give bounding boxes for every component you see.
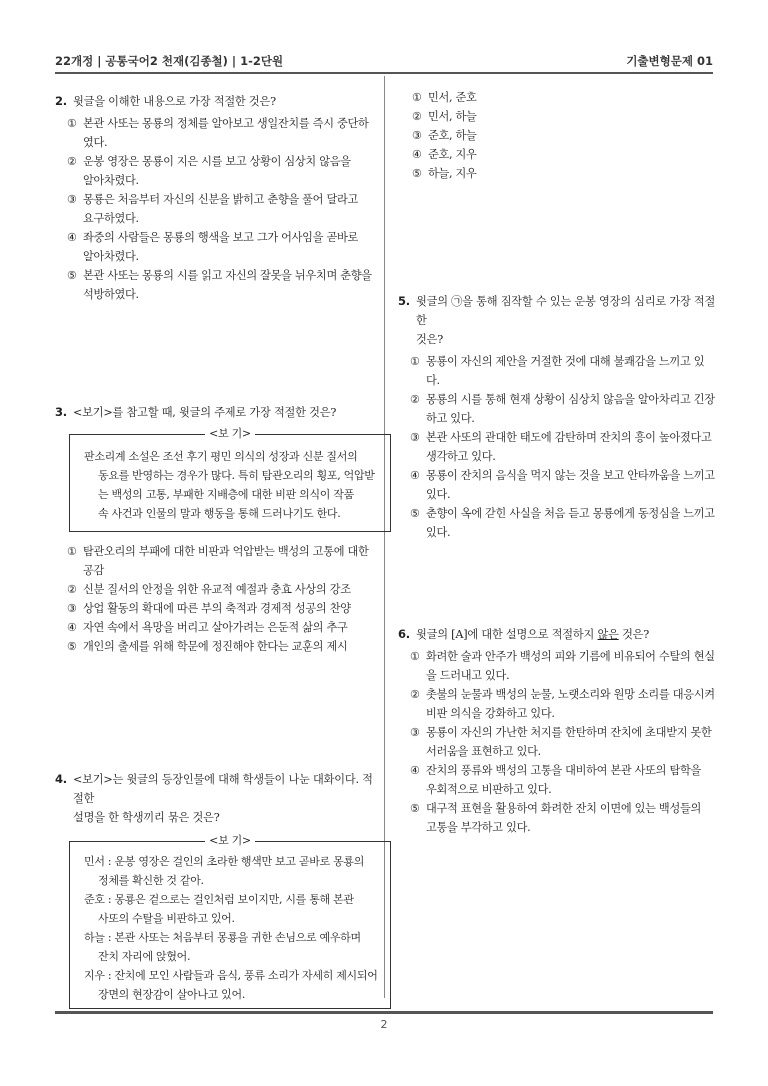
option-1[interactable]: ① 화려한 술과 안주가 백성의 피와 기름에 비유되어 수탈의 현실 을 드러내고 있다. bbox=[410, 647, 716, 685]
option-5[interactable]: ⑤ 하늘, 지우 bbox=[412, 164, 710, 183]
question-stem bbox=[398, 292, 716, 349]
question-stem bbox=[55, 403, 375, 422]
dialogue-line: 지우 : 잔치에 모인 사람들과 음식, 풍류 소리가 자세히 제시되어 장면의 현장감이 살아나고 있어. bbox=[84, 969, 378, 1001]
option-4[interactable]: ④ 잔치의 풍류와 백성의 고통을 대비하여 본관 사또의 탐학을 우회적으로 비판하고 있다. bbox=[410, 761, 716, 799]
option-marker: ② bbox=[410, 393, 420, 406]
question-text: 윗글의 [A]에 대한 설명으로 적절하지 bbox=[416, 628, 598, 641]
bogi-box bbox=[69, 427, 391, 532]
question-number: 2. bbox=[55, 94, 67, 108]
option-1[interactable]: ① 몽룡이 자신의 제안을 거절한 것에 대해 불쾌감을 느끼고 있다. bbox=[410, 352, 716, 390]
option-marker: ① bbox=[412, 91, 422, 104]
speaker-name: 지우 bbox=[84, 969, 105, 982]
option-4[interactable]: ④ 준호, 지우 bbox=[412, 145, 710, 164]
option-marker: ③ bbox=[67, 602, 77, 615]
speaker-name: 하늘 bbox=[84, 931, 105, 944]
question-2 bbox=[55, 92, 375, 304]
option-marker: ① bbox=[67, 117, 77, 130]
question-number: 4. bbox=[55, 772, 67, 786]
dialogue-line: 민서 : 운봉 영장은 걸인의 초라한 행색만 보고 곧바로 몽룡의 정체를 확신한 것 같아. bbox=[84, 855, 365, 887]
bogi-box bbox=[69, 834, 391, 1009]
option-5[interactable]: ⑤ 본관 사또는 몽룡의 시를 읽고 자신의 잘못을 뉘우치며 춘향을 석방하였다. bbox=[67, 266, 375, 304]
bogi-title: <보 기> bbox=[70, 426, 390, 442]
page-header bbox=[55, 50, 713, 72]
option-1[interactable]: ① 탐관오리의 부패에 대한 비판과 억압받는 백성의 고통에 대한 공감 bbox=[67, 542, 375, 580]
option-marker: ④ bbox=[67, 231, 77, 244]
option-4[interactable]: ④ 자연 속에서 욕망을 버리고 살아가려는 은둔적 삶의 추구 bbox=[67, 618, 375, 637]
option-1[interactable]: ① 민서, 준호 bbox=[412, 88, 710, 107]
option-2[interactable]: ② 운봉 영장은 몽룡이 지은 시를 보고 상황이 심상치 않음을 알아차렸다. bbox=[67, 152, 375, 190]
option-marker: ③ bbox=[412, 129, 422, 142]
question-6 bbox=[398, 625, 716, 837]
option-list bbox=[400, 88, 710, 183]
option-marker: ③ bbox=[67, 193, 77, 206]
option-2[interactable]: ② 촛불의 눈물과 백성의 눈물, 노랫소리와 원망 소리를 대응시켜 비판 의식을 강화하고 있다. bbox=[410, 685, 716, 723]
question-5 bbox=[398, 292, 716, 542]
question-3 bbox=[55, 403, 375, 656]
question-stem bbox=[55, 92, 375, 111]
question-text-end: 것은? bbox=[618, 628, 650, 641]
option-marker: ② bbox=[412, 110, 422, 123]
option-2[interactable]: ② 신분 질서의 안정을 위한 유교적 예절과 충효 사상의 강조 bbox=[67, 580, 375, 599]
option-marker: ② bbox=[410, 688, 420, 701]
option-marker: ④ bbox=[67, 621, 77, 634]
question-stem bbox=[55, 770, 375, 827]
option-marker: ② bbox=[67, 155, 77, 168]
option-marker: ⑤ bbox=[67, 269, 77, 282]
option-marker: ③ bbox=[410, 726, 420, 739]
option-3[interactable]: ③ 본관 사또의 관대한 태도에 감탄하며 잔치의 흥이 높아졌다고 생각하고 있다. bbox=[410, 428, 716, 466]
option-marker: ① bbox=[410, 650, 420, 663]
option-3[interactable]: ③ 상업 활동의 확대에 따른 부의 축적과 경제적 성공의 찬양 bbox=[67, 599, 375, 618]
question-number: 6. bbox=[398, 627, 410, 641]
option-3[interactable]: ③ 몽룡이 자신의 가난한 처지를 한탄하며 잔치에 초대받지 못한 서러움을 표현하고 있다. bbox=[410, 723, 716, 761]
bogi-title: <보 기> bbox=[70, 833, 390, 849]
question-4 bbox=[55, 770, 378, 1019]
option-marker: ④ bbox=[412, 148, 422, 161]
header-course-info: 22개정 | 공통국어2 천재(김종철) | 1-2단원 bbox=[55, 54, 284, 68]
option-marker: ② bbox=[67, 583, 77, 596]
option-marker: ⑤ bbox=[410, 507, 420, 520]
option-list bbox=[398, 647, 716, 837]
option-5[interactable]: ⑤ 춘향이 옥에 갇힌 사실을 처음 듣고 몽룡에게 동정심을 느끼고 있다. bbox=[410, 504, 716, 542]
option-marker: ① bbox=[410, 355, 420, 368]
question-text: <보기>는 윗글의 등장인물에 대해 학생들이 나눈 대화이다. 적절한 bbox=[73, 773, 373, 805]
option-3[interactable]: ③ 준호, 하늘 bbox=[412, 126, 710, 145]
option-marker: ④ bbox=[410, 764, 420, 777]
question-number: 3. bbox=[55, 405, 67, 419]
option-3[interactable]: ③ 몽룡은 처음부터 자신의 신분을 밝히고 춘향을 풀어 달라고 요구하였다. bbox=[67, 190, 375, 228]
option-2[interactable]: ② 몽룡의 시를 통해 현재 상황이 심상치 않음을 알아차리고 긴장 하고 있다. bbox=[410, 390, 716, 428]
question-4-options bbox=[400, 88, 710, 183]
footer-divider bbox=[55, 1011, 713, 1014]
option-marker: ⑤ bbox=[67, 640, 77, 653]
option-list bbox=[55, 542, 375, 656]
option-marker: ④ bbox=[410, 469, 420, 482]
option-1[interactable]: ① 본관 사또는 몽룡의 정체를 알아보고 생일잔치를 즉시 중단하 였다. bbox=[67, 114, 375, 152]
bogi-passage: 판소리계 소설은 조선 후기 평민 의식의 성장과 신분 질서의 동요를 반영하는 경우가 많다. 특히 탐관오리의 횡포, 억압받 는 백성의 고통, 부패한 지배층에 대한 비판 의식이 작품 속 사건과 인물의 말과 행동을 통해 드러나기도 한다. bbox=[84, 450, 375, 520]
option-5[interactable]: ⑤ 대구적 표현을 활용하여 화려한 잔치 이면에 있는 백성들의 고통을 부각하고 있다. bbox=[410, 799, 716, 837]
option-list bbox=[398, 352, 716, 542]
option-5[interactable]: ⑤ 개인의 출세를 위해 학문에 정진해야 한다는 교훈의 제시 bbox=[67, 637, 375, 656]
dialogue-line: 하늘 : 본관 사또는 처음부터 몽룡을 귀한 손님으로 예우하며 잔치 자리에 앉혔어. bbox=[84, 931, 361, 963]
header-divider bbox=[55, 72, 713, 74]
speaker-name: 준호 bbox=[84, 893, 105, 906]
header-worksheet-title: 기출변형문제 01 bbox=[626, 54, 713, 68]
dialogue-line: 준호 : 몽룡은 겉으로는 걸인처럼 보이지만, 시를 통해 본관 사또의 수탈을 비판하고 있어. bbox=[84, 893, 354, 925]
option-marker: ⑤ bbox=[410, 802, 420, 815]
option-4[interactable]: ④ 좌중의 사람들은 몽룡의 행색을 보고 그가 어사임을 곧바로 알아차렸다. bbox=[67, 228, 375, 266]
question-text: 윗글의 ㉠을 통해 짐작할 수 있는 운봉 영장의 심리로 가장 적절한 bbox=[416, 295, 716, 327]
question-number: 5. bbox=[398, 294, 410, 308]
page-number: 2 bbox=[380, 1018, 388, 1031]
question-text-emphasis: 않은 bbox=[597, 628, 619, 641]
question-stem bbox=[398, 625, 716, 644]
question-text-cont: 것은? bbox=[416, 333, 444, 346]
option-2[interactable]: ② 민서, 하늘 bbox=[412, 107, 710, 126]
speaker-name: 민서 bbox=[84, 855, 105, 868]
option-marker: ⑤ bbox=[412, 167, 422, 180]
question-text: 윗글을 이해한 내용으로 가장 적절한 것은? bbox=[73, 95, 276, 108]
option-marker: ① bbox=[67, 545, 77, 558]
option-list bbox=[55, 114, 375, 304]
question-text-cont: 설명을 한 학생끼리 묶은 것은? bbox=[73, 811, 220, 824]
option-4[interactable]: ④ 몽룡이 잔치의 음식을 먹지 않는 것을 보고 안타까움을 느끼고 있다. bbox=[410, 466, 716, 504]
option-marker: ③ bbox=[410, 431, 420, 444]
question-text: <보기>를 참고할 때, 윗글의 주제로 가장 적절한 것은? bbox=[73, 406, 337, 419]
